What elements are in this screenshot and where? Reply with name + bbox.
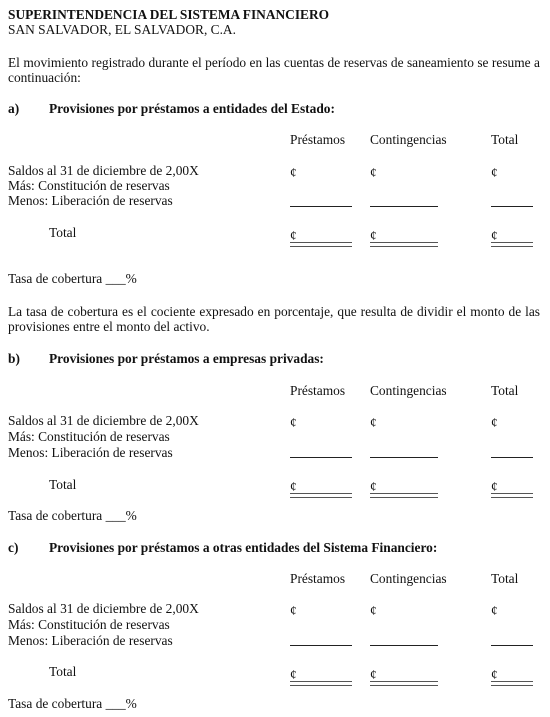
coverage-rate: Tasa de cobertura ___%	[8, 696, 137, 711]
row-constitucion-label: Más: Constitución de reservas	[8, 617, 170, 632]
row-saldos-label: Saldos al 31 de diciembre de 2,00X	[8, 601, 199, 616]
currency-symbol: ¢	[290, 667, 297, 682]
col-header-total: Total	[491, 571, 519, 586]
currency-symbol: ¢	[491, 479, 498, 494]
intro-paragraph: El movimiento registrado durante el período en las cuentas de reservas de saneamiento se resume a continuación:	[8, 55, 540, 85]
col-header-prestamos: Préstamos	[290, 132, 346, 147]
total-double-line	[370, 493, 438, 498]
col-header-total: Total	[491, 132, 519, 147]
section-letter: c)	[8, 540, 19, 555]
row-total-label: Total	[49, 477, 77, 492]
col-header-contingencias: Contingencias	[370, 132, 447, 147]
row-liberacion-label: Menos: Liberación de reservas	[8, 633, 173, 648]
section-title: Provisiones por préstamos a entidades del Estado:	[49, 101, 335, 116]
row-constitucion-label: Más: Constitución de reservas	[8, 178, 170, 193]
explanation-paragraph: La tasa de cobertura es el cociente expresado en porcentaje, que resulta de dividir el monto de las provisiones entre el monto del activo.	[8, 304, 540, 334]
section-letter: b)	[8, 351, 20, 366]
currency-symbol: ¢	[491, 603, 498, 618]
subtotal-line	[370, 457, 438, 458]
total-double-line	[290, 493, 352, 498]
row-total-label: Total	[49, 664, 77, 679]
subtotal-line	[491, 206, 533, 207]
col-header-prestamos: Préstamos	[290, 571, 346, 586]
total-double-line	[491, 681, 533, 686]
currency-symbol: ¢	[370, 165, 377, 180]
row-saldos-label: Saldos al 31 de diciembre de 2,00X	[8, 163, 199, 178]
row-total-label: Total	[49, 225, 77, 240]
currency-symbol: ¢	[370, 603, 377, 618]
currency-symbol: ¢	[290, 415, 297, 430]
subtotal-line	[491, 645, 533, 646]
col-header-total: Total	[491, 383, 519, 398]
total-double-line	[370, 681, 438, 686]
currency-symbol: ¢	[290, 165, 297, 180]
subtotal-line	[290, 645, 352, 646]
currency-symbol: ¢	[290, 479, 297, 494]
currency-symbol: ¢	[370, 228, 377, 243]
total-double-line	[290, 242, 352, 247]
currency-symbol: ¢	[290, 228, 297, 243]
currency-symbol: ¢	[370, 667, 377, 682]
coverage-rate: Tasa de cobertura ___%	[8, 508, 137, 523]
total-double-line	[491, 242, 533, 247]
subtotal-line	[370, 206, 438, 207]
total-double-line	[290, 681, 352, 686]
total-double-line	[370, 242, 438, 247]
institution-location: SAN SALVADOR, EL SALVADOR, C.A.	[8, 22, 236, 37]
currency-symbol: ¢	[290, 603, 297, 618]
total-double-line	[491, 493, 533, 498]
subtotal-line	[370, 645, 438, 646]
col-header-contingencias: Contingencias	[370, 571, 447, 586]
subtotal-line	[290, 457, 352, 458]
currency-symbol: ¢	[370, 415, 377, 430]
currency-symbol: ¢	[491, 667, 498, 682]
row-liberacion-label: Menos: Liberación de reservas	[8, 193, 173, 208]
currency-symbol: ¢	[370, 479, 377, 494]
row-constitucion-label: Más: Constitución de reservas	[8, 429, 170, 444]
subtotal-line	[491, 457, 533, 458]
section-title: Provisiones por préstamos a empresas privadas:	[49, 351, 324, 366]
section-title: Provisiones por préstamos a otras entidades del Sistema Financiero:	[49, 540, 438, 555]
row-liberacion-label: Menos: Liberación de reservas	[8, 445, 173, 460]
currency-symbol: ¢	[491, 228, 498, 243]
currency-symbol: ¢	[491, 415, 498, 430]
col-header-prestamos: Préstamos	[290, 383, 346, 398]
row-saldos-label: Saldos al 31 de diciembre de 2,00X	[8, 413, 199, 428]
col-header-contingencias: Contingencias	[370, 383, 447, 398]
coverage-rate: Tasa de cobertura ___%	[8, 271, 137, 286]
section-letter: a)	[8, 101, 20, 116]
subtotal-line	[290, 206, 352, 207]
currency-symbol: ¢	[491, 165, 498, 180]
institution-title: SUPERINTENDENCIA DEL SISTEMA FINANCIERO	[8, 7, 330, 22]
